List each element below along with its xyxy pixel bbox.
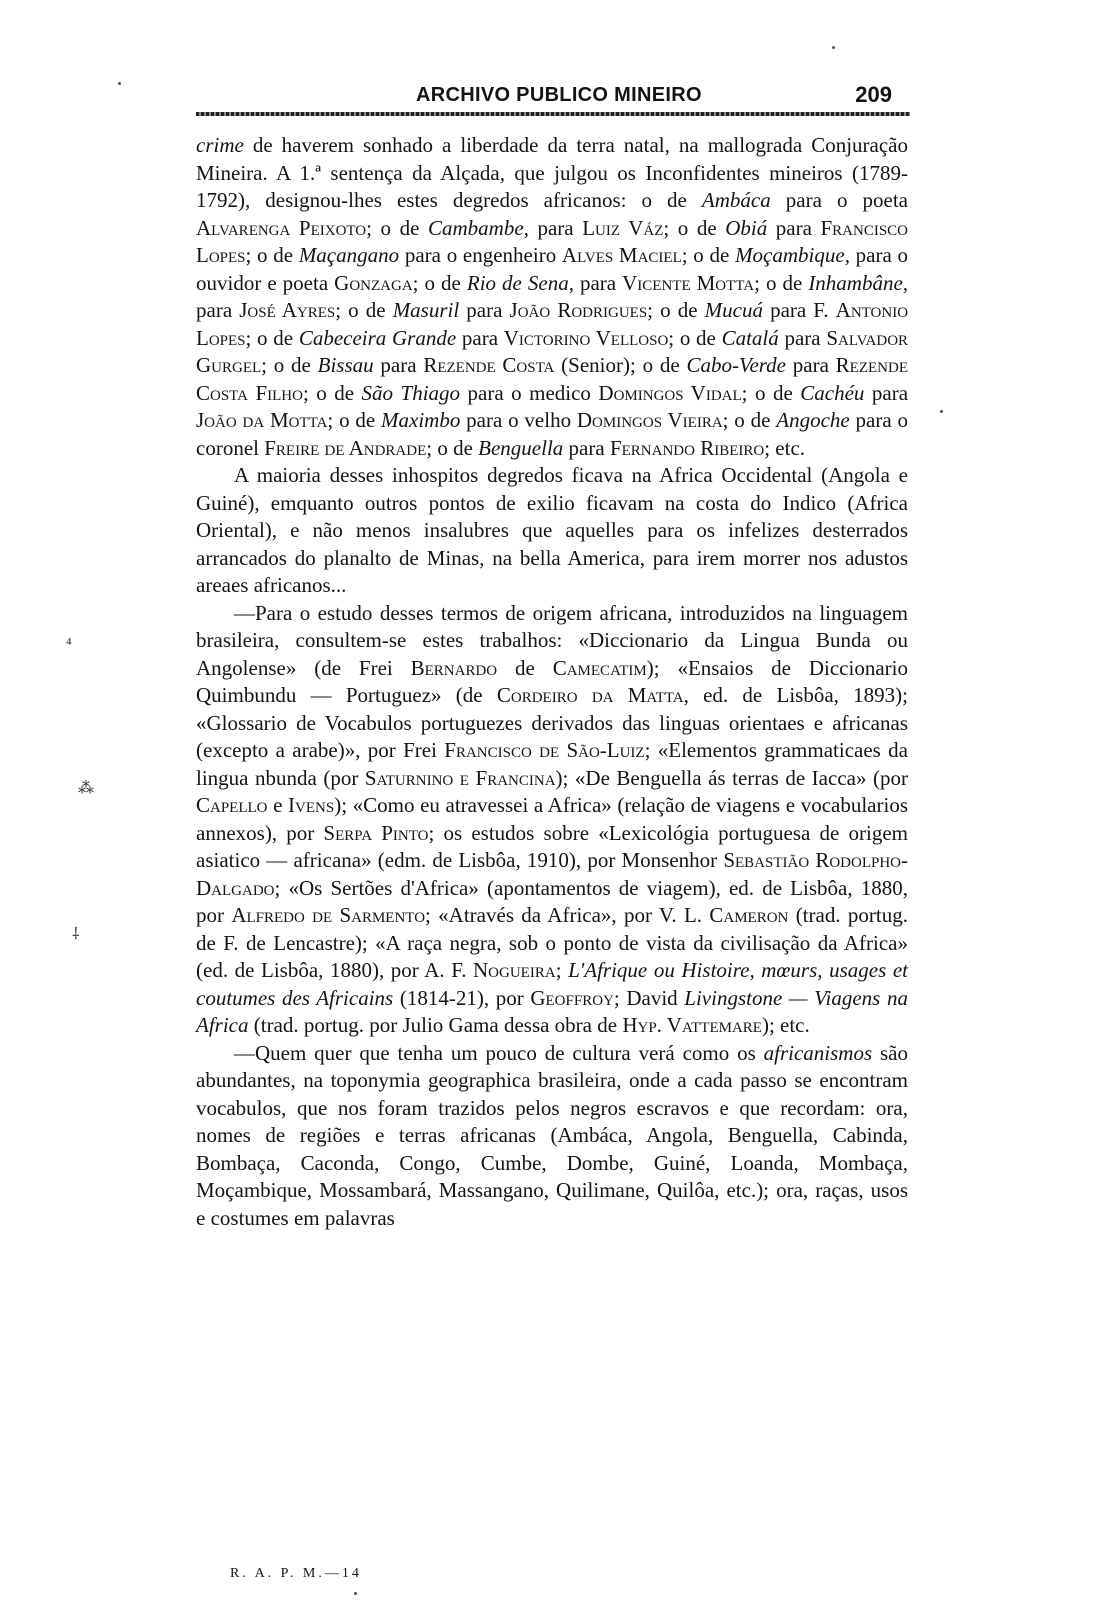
- text-run: para: [456, 325, 504, 350]
- text-run: para o ouvidor e poeta: [196, 243, 909, 295]
- italic-run: Cabeceira Grande: [298, 325, 457, 350]
- text-run: A maioria desses inhospitos degredos ficava na Africa Occidental (Angola e Guiné), emquanto outros pontos de exilio ficavam na costa do Indico (Africa Oriental), e não menos insalubres que aquelles para os infelizes desterrados arrancados do planalto de Minas, na bella America, para irem morrer nos adustos areaes africanos...: [196, 463, 908, 597]
- text-run: (Senior); o de: [554, 353, 687, 377]
- text-run: ; o de: [722, 408, 777, 432]
- body-text: [196, 132, 908, 1232]
- running-title: ARCHIVO PUBLICO MINEIRO: [416, 84, 702, 106]
- text-run: para: [563, 435, 610, 460]
- name-run: Alfredo de Sarmento: [231, 903, 426, 927]
- text-run: ; etc.: [764, 435, 806, 460]
- italic-run: Cachéu: [800, 380, 865, 405]
- text-run: para o coronel: [196, 408, 908, 460]
- paragraph: [196, 1040, 908, 1233]
- text-run: para: [767, 215, 821, 240]
- running-head: [196, 80, 910, 114]
- text-run: ; «Através da Africa», por V. L.: [425, 903, 710, 927]
- italic-run: crime: [196, 133, 244, 157]
- text-run: para: [196, 298, 240, 322]
- italic-run: Benguella: [478, 435, 564, 460]
- text-run: ; o de: [261, 353, 318, 377]
- italic-run: Angoche: [776, 408, 850, 432]
- margin-mark: ⁂: [78, 780, 94, 797]
- italic-run: L'Afrique ou Histoire, mœurs, usages et coutumes des Africains: [196, 958, 908, 1010]
- text-run: para: [373, 353, 424, 377]
- text-run: ; o de: [245, 243, 299, 267]
- name-run: Hyp. Vattemare: [622, 1013, 762, 1037]
- name-run: Saturnino e Francina: [364, 765, 556, 790]
- italic-run: Bissau: [317, 353, 374, 377]
- text-run: ; o de: [754, 270, 809, 295]
- paragraph: [196, 132, 908, 462]
- italic-run: Moçambique,: [735, 243, 850, 267]
- italic-run: Inhambâne,: [808, 270, 909, 295]
- text-run: ; o de: [647, 298, 705, 322]
- text-run: para o medico: [460, 380, 599, 405]
- name-run: Victorino Velloso: [503, 325, 669, 350]
- italic-run: Obiá: [725, 215, 768, 240]
- text-run: ; o de: [366, 215, 428, 240]
- text-run: para: [786, 353, 836, 377]
- text-run: para: [573, 270, 623, 295]
- name-run: Camecatim: [552, 655, 647, 680]
- name-run: Rezende Costa: [423, 353, 555, 377]
- name-run: Nogueira: [473, 958, 556, 982]
- name-run: Capello: [196, 793, 268, 817]
- paragraph: [196, 462, 908, 600]
- scan-speck: [354, 1592, 357, 1595]
- italic-run: Maximbo: [381, 408, 461, 432]
- italic-run: Catalá: [721, 325, 779, 350]
- text-run: ; o de: [302, 380, 362, 405]
- scan-speck: [832, 46, 835, 49]
- text-run: são abundantes, na toponymia geographica brasileira, onde a cada passo se encontram vocabulos, que nos foram trazidos pelos negros escravos e que recordam: ora, nomes de regiões e terras africanas (Ambáca, Angola, Benguella, Cabinda, Bombaça, Caconda, Congo, Cumbe, Dombe, Guiné, Loanda, Mombaça, Moçambique, Mossambará, Massangano, Quilimane, Quilôa, etc.); ora, raças, usos e costumes em palavras: [196, 1040, 908, 1230]
- text-run: (1814-21), por: [393, 985, 531, 1010]
- italic-run: Cambambe,: [428, 215, 529, 240]
- text-run: ); «Ensaios de Diccionario Quimbundu — Portuguez» (de: [196, 655, 908, 707]
- text-run: para o engenheiro: [399, 243, 562, 267]
- name-run: Francisco Lopes: [196, 215, 909, 267]
- name-run: Domingos Vieira: [576, 408, 723, 432]
- name-run: Vicente Motta: [622, 270, 755, 295]
- text-run: ; «Elementos grammaticaes da lingua nbunda (por: [196, 738, 908, 790]
- italic-run: Rio de Sena,: [466, 270, 574, 295]
- name-run: Geoffroy: [530, 985, 614, 1010]
- text-run: para o velho: [460, 408, 577, 432]
- text-run: —Para o estudo desses termos de origem africana, introduzidos na linguagem brasileira, consultem-se estes trabalhos: «Diccionario da Lingua Bunda ou Angolense» (de Frei: [196, 600, 908, 680]
- name-run: João da Motta: [196, 408, 328, 432]
- italic-run: Masuril: [392, 298, 460, 322]
- text-run: para: [778, 325, 827, 350]
- text-run: para: [864, 380, 909, 405]
- name-run: José Ayres: [239, 298, 336, 322]
- scan-speck: [940, 410, 943, 413]
- text-run: de: [497, 655, 553, 680]
- name-run: Cordeiro da Matta: [496, 683, 684, 707]
- header-rule: [196, 112, 910, 116]
- name-run: Cameron: [709, 903, 789, 927]
- name-run: Gonzaga: [334, 270, 413, 295]
- text-run: ; «Os Sertões d'Africa» (apontamentos de viagem), ed. de Lisbôa, 1880, por: [196, 875, 908, 927]
- page-number: 209: [855, 82, 892, 107]
- name-run: Domingos Vidal: [598, 380, 742, 405]
- text-run: e: [267, 793, 289, 817]
- margin-mark: ⁴: [66, 636, 72, 653]
- italic-run: Cabo-Verde: [686, 353, 786, 377]
- italic-run: Maçangano: [298, 243, 400, 267]
- text-run: ; o de: [663, 215, 726, 240]
- name-run: Serpa Pinto: [323, 820, 429, 845]
- margin-mark: ⸸: [72, 926, 80, 943]
- italic-run: Livingstone — Viagens na Africa: [196, 985, 908, 1037]
- text-run: ; o de: [426, 435, 479, 460]
- text-run: ; o de: [741, 380, 801, 405]
- text-run: , ed. de Lisbôa, 1893); «Glossario de Vocabulos portuguezes derivados das linguas orientaes e africanas (excepto a arabe)», por Frei: [196, 683, 909, 762]
- scan-speck: [118, 82, 121, 85]
- name-run: Alvarenga Peixoto: [196, 215, 367, 240]
- paragraph: [196, 600, 908, 1040]
- text-run: ; o de: [327, 408, 382, 432]
- italic-run: São Thiago: [361, 380, 461, 405]
- text-run: para: [459, 298, 510, 322]
- name-run: Bernardo: [410, 655, 498, 680]
- italic-run: africanismos: [763, 1040, 873, 1065]
- text-run: ); etc.: [761, 1013, 810, 1037]
- text-run: —Quem quer que tenha um pouco de cultura verá como os: [234, 1040, 764, 1065]
- text-run: para: [528, 215, 583, 240]
- text-run: para F.: [762, 298, 836, 322]
- name-run: Alves Maciel: [561, 243, 682, 267]
- name-run: Freire de Andrade: [264, 435, 427, 460]
- italic-run: Mucuá: [704, 298, 763, 322]
- text-run: ; o de: [668, 325, 722, 350]
- text-run: (trad. portug. por Julio Gama dessa obra de: [248, 1013, 623, 1037]
- text-run: ; David: [613, 985, 685, 1010]
- text-run: (trad. portug. de F. de Lencastre); «A raça negra, sob o ponto de vista da civilisação da Africa» (ed. de Lisbôa, 1880), por A. F.: [196, 903, 908, 982]
- name-run: João Rodrigues: [509, 298, 648, 322]
- text-run: ; o de: [412, 270, 467, 295]
- text-run: ; os estudos sobre «Lexicológia portuguesa de origem asiatico — africana» (edm. de Lisbôa, 1910), por Monsenhor: [196, 820, 908, 872]
- text-run: de haverem sonhado a liberdade da terra natal, na mallograda Conjuração Mineira. A 1.ª sentença da Alçada, que julgou os Inconfidentes mineiros (1789-1792), designou-lhes estes degredos africanos: o de: [196, 133, 908, 212]
- text-run: ;: [555, 958, 569, 982]
- name-run: Sebastião Rodolpho-Dalgado: [196, 848, 908, 900]
- italic-run: Ambáca: [701, 188, 771, 212]
- name-run: Francisco de São-Luiz: [444, 738, 645, 762]
- text-run: ; o de: [335, 298, 393, 322]
- name-run: Fernando Ribeiro: [609, 435, 765, 460]
- name-run: Antonio Lopes: [196, 298, 909, 350]
- text-run: para o poeta: [770, 188, 908, 212]
- name-run: Ivens: [288, 793, 335, 817]
- text-run: ; o de: [245, 325, 299, 350]
- text-run: ); «Como eu atravessei a Africa» (relação de viagens e vocabularios annexos), por: [196, 793, 908, 845]
- name-run: Rezende Costa Filho: [196, 353, 908, 405]
- signature-mark: R. A. P. M.—14: [230, 1566, 362, 1581]
- text-run: ; o de: [681, 243, 736, 267]
- name-run: Luiz Váz: [582, 215, 664, 240]
- text-run: ); «De Benguella ás terras de Iacca» (por: [555, 765, 908, 790]
- name-run: Salvador Gurgel: [196, 325, 909, 377]
